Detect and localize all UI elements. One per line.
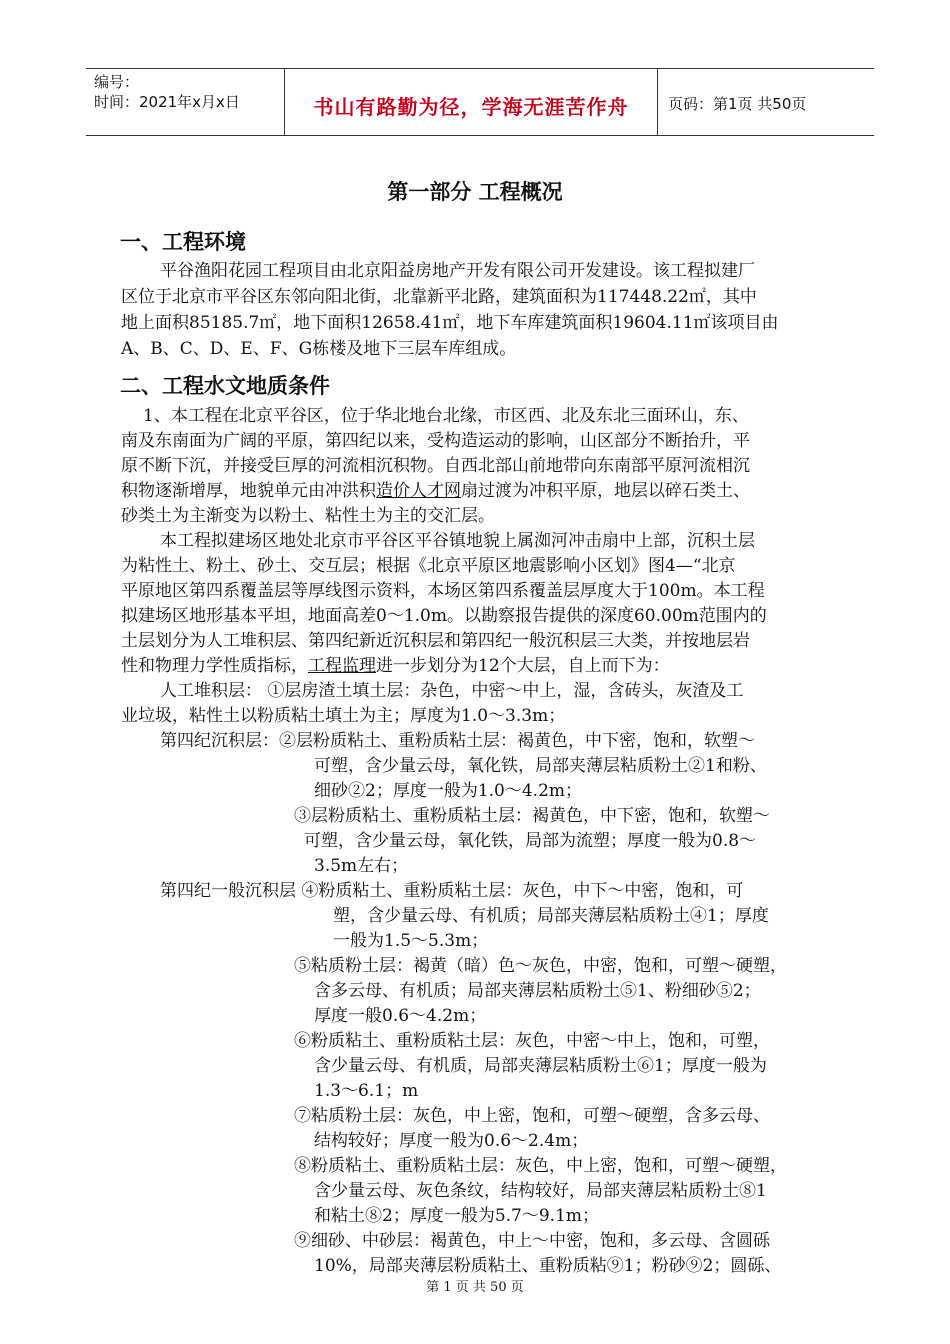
- paragraph-line: 地上面积85185.7㎡，地下面积12658.41㎡，地下车库建筑面积19604.11㎡该项目由: [121, 313, 779, 333]
- layer-line: 含多云母、有机质；局部夹薄层粘质粉土⑤1、粉细砂⑤2；: [314, 981, 761, 1001]
- paragraph-line: 南及东南面为广阔的平原，第四纪以来，受构造运动的影响，山区部分不断抬升，平: [121, 431, 750, 451]
- layer-line: 厚度一般0.6～4.2m；: [314, 1006, 487, 1026]
- paragraph-line: 1、本工程在北京平谷区，位于华北地台北缘，市区西、北及东北三面环山，东、: [143, 406, 749, 426]
- header-page-cell: [658, 69, 874, 135]
- paragraph-line: 拟建场区地形基本平坦，地面高差0～1.0m。以勘察报告提供的深度60.00m范围内的: [121, 606, 767, 626]
- layer-line: 第四纪沉积层：②层粉质粘土、重粉质粘土层：褐黄色，中下密，饱和，软塑～: [160, 731, 755, 751]
- layer-line: 结构较好；厚度一般为0.6～2.4m；: [314, 1131, 589, 1151]
- paragraph-line: 原不断下沉，并接受巨厚的河流相沉积物。自西北部山前地带向东南部平原河流相沉: [121, 456, 750, 476]
- layer-line: 10%，局部夹薄层粉质粘土、重粉质粘⑨1；粉砂⑨2；圆砾、: [314, 1256, 782, 1276]
- header-page-info: 页码：第1页 共50页: [668, 95, 807, 113]
- time-label: 时间：2021年x月x日: [94, 93, 240, 111]
- paragraph-line: 土层划分为人工堆积层、第四纪新近沉积层和第四纪一般沉积层三大类，并按地层岩: [121, 631, 750, 651]
- layer-line: 1.3～6.1；m: [314, 1081, 419, 1101]
- layer-line: 可塑，含少量云母，氧化铁，局部夹薄层粘质粉土②1和粉、: [314, 756, 767, 776]
- paragraph-line: 区位于北京市平谷区东邻向阳北街，北靠新平北路，建筑面积为117448.22㎡，其中: [121, 287, 757, 307]
- paragraph-line: 平谷渔阳花园工程项目由北京阳益房地产开发有限公司开发建设。该工程拟建厂: [160, 261, 755, 281]
- layer-line: 细砂②2；厚度一般为1.0～4.2m；: [314, 781, 583, 801]
- layer-line: ⑥粉质粘土、重粉质粘土层：灰色，中密～中上，饱和，可塑，: [294, 1031, 770, 1051]
- layer-line: 可塑，含少量云母，氧化铁，局部为流塑；厚度一般为0.8～: [304, 831, 757, 851]
- paragraph-line: [121, 479, 750, 503]
- paragraph-line: 平原地区第四系覆盖层等厚线图示资料，本场区第四系覆盖层厚度大于100m。本工程: [121, 581, 765, 601]
- document-title: 第一部分 工程概况: [387, 180, 563, 204]
- text-span: 进一步划分为12个大层，自上而下为：: [376, 656, 670, 676]
- page-header: [86, 68, 874, 136]
- section-heading-environment: 一、工程环境: [120, 230, 246, 254]
- header-motto-cell: [285, 69, 658, 135]
- header-motto: 书山有路勤为径，学海无涯苦作舟: [313, 95, 629, 119]
- text-span: 扇过渡为冲积平原，地层以碎石类土、: [461, 481, 750, 501]
- layer-line: ⑦粘质粉土层：灰色，中上密，饱和，可塑～硬塑，含多云母、: [294, 1106, 770, 1126]
- paragraph-line: A、B、C、D、E、F、G栋楼及地下三层车库组成。: [121, 339, 517, 359]
- text-span: 积物逐渐增厚，地貌单元由冲洪积: [121, 481, 376, 501]
- layer-line: 第四纪一般沉积层 ④粉质粘土、重粉质粘土层：灰色，中下～中密，饱和，可: [160, 881, 744, 901]
- link-engineering-supervision[interactable]: 工程监理: [308, 656, 376, 676]
- header-meta-cell: [86, 69, 285, 135]
- layer-line: 和粘土⑧2；厚度一般为5.7～9.1m；: [314, 1206, 600, 1226]
- page-footer: 第 1 页 共 50 页: [426, 1280, 524, 1295]
- layer-line: ③层粉质粘土、重粉质粘土层：褐黄色，中下密，饱和，软塑～: [294, 806, 770, 826]
- code-label: 编号：: [94, 73, 140, 91]
- layer-line: ⑨细砂、中砂层：褐黄色，中上～中密，饱和，多云母、含圆砾: [294, 1231, 770, 1251]
- section-heading-hydrogeology: 二、工程水文地质条件: [120, 374, 330, 398]
- layer-line: 人工堆积层： ①层房渣土填土层：杂色，中密～中上，湿，含砖头，灰渣及工: [160, 681, 744, 701]
- paragraph-line: 砂类土为主渐变为以粉土、粘性土为主的交汇层。: [121, 506, 495, 526]
- layer-line: 塑，含少量云母、有机质；局部夹薄层粘质粉土④1；厚度: [333, 906, 769, 926]
- layer-line: 含少量云母、有机质，局部夹薄层粘质粉土⑥1；厚度一般为: [314, 1056, 767, 1076]
- layer-line: ⑤粘质粉土层：褐黄（暗）色～灰色，中密，饱和，可塑～硬塑，: [294, 956, 787, 976]
- paragraph-line: [121, 654, 670, 678]
- link-cost-talent[interactable]: 造价人才网: [376, 481, 461, 501]
- layer-line: 含少量云母、灰色条纹，结构较好，局部夹薄层粘质粉土⑧1: [314, 1181, 767, 1201]
- paragraph-line: 为粘性土、粉土、砂土、交互层；根据《北京平原区地震影响小区划》图4—“北京: [121, 556, 736, 576]
- text-span: 性和物理力学性质指标，: [121, 656, 308, 676]
- layer-line: 业垃圾，粘性土以粉质粘土填土为主；厚度为1.0～3.3m；: [121, 706, 566, 726]
- paragraph-line: 本工程拟建场区地处北京市平谷区平谷镇地貌上属洳河冲击扇中上部，沉积土层: [160, 531, 755, 551]
- layer-line: 一般为1.5～5.3m；: [333, 931, 489, 951]
- layer-line: 3.5m左右；: [314, 856, 409, 876]
- layer-line: ⑧粉质粘土、重粉质粘土层：灰色，中上密，饱和，可塑～硬塑，: [294, 1156, 787, 1176]
